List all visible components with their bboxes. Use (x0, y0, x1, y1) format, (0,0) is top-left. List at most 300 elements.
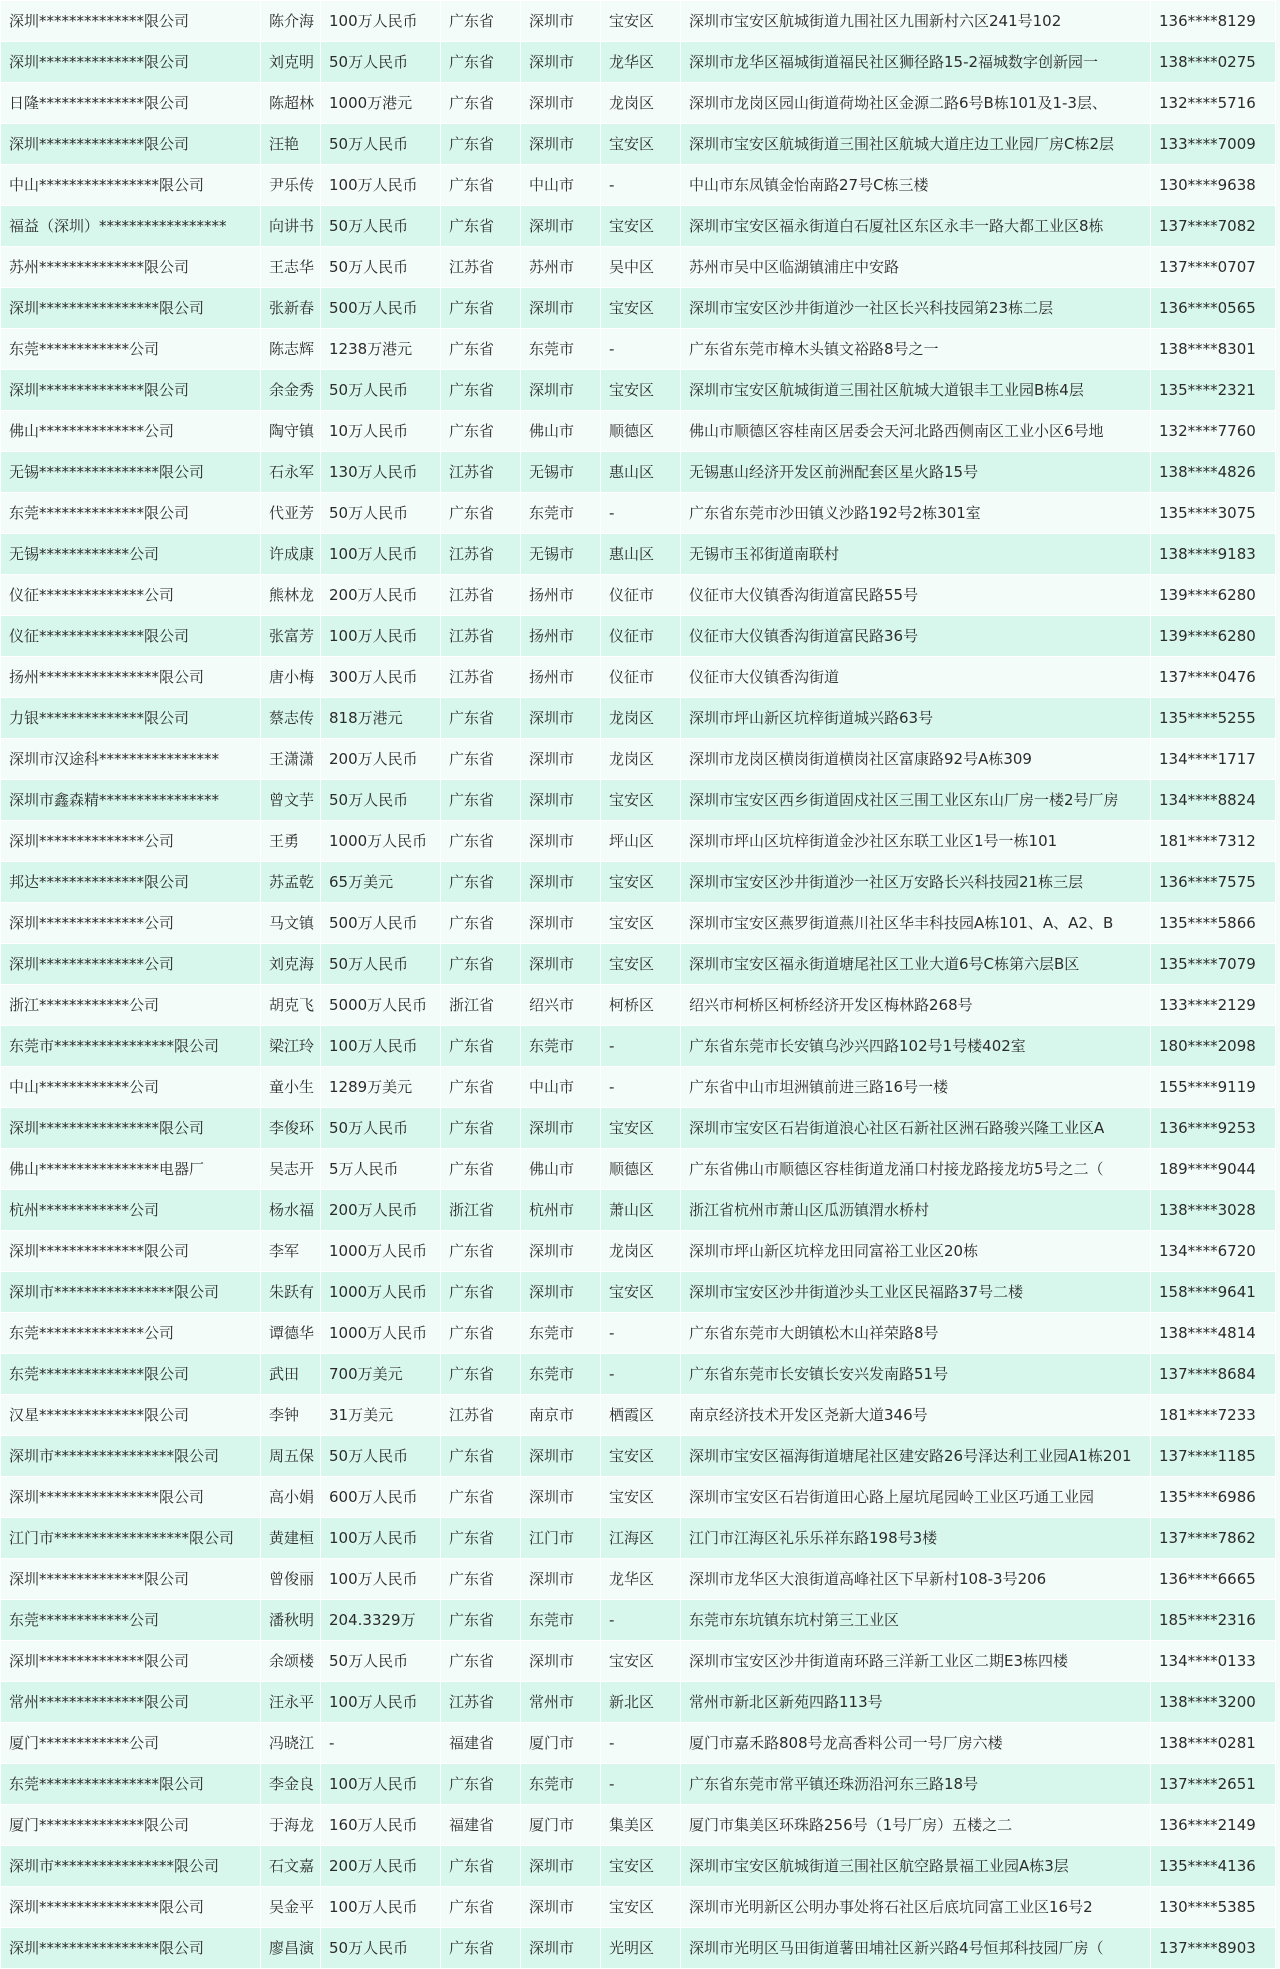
address-cell: 深圳市宝安区沙井街道南环路三洋新工业区二期E3栋四楼 (681, 1641, 1151, 1682)
city-cell: 深圳市 (521, 821, 601, 862)
phone-cell: 136****0565 (1151, 288, 1276, 329)
address-cell: 中山市东凤镇金怡南路27号C栋三楼 (681, 165, 1151, 206)
city-cell: 深圳市 (521, 1, 601, 42)
company-name-cell: 深圳****************限公司 (1, 1928, 261, 1969)
registered-capital-cell: 1000万人民币 (321, 1272, 441, 1313)
legal-person-cell: 汪永平 (261, 1682, 321, 1723)
province-cell: 广东省 (441, 1354, 521, 1395)
registered-capital-cell: 1000万人民币 (321, 1313, 441, 1354)
legal-person-cell: 潘秋明 (261, 1600, 321, 1641)
city-cell: 深圳市 (521, 42, 601, 83)
province-cell: 浙江省 (441, 985, 521, 1026)
table-row (1, 657, 1276, 698)
address-cell: 江门市江海区礼乐乐祥东路198号3楼 (681, 1518, 1151, 1559)
district-cell: - (601, 1764, 681, 1805)
table-row (1, 616, 1276, 657)
district-cell: 宝安区 (601, 1272, 681, 1313)
company-name-cell: 深圳**************限公司 (1, 1, 261, 42)
company-name-cell: 深圳****************限公司 (1, 1477, 261, 1518)
legal-person-cell: 刘克明 (261, 42, 321, 83)
registered-capital-cell: 50万人民币 (321, 1108, 441, 1149)
legal-person-cell: 高小娟 (261, 1477, 321, 1518)
phone-cell: 139****6280 (1151, 575, 1276, 616)
registered-capital-cell: 100万人民币 (321, 1026, 441, 1067)
legal-person-cell: 冯晓江 (261, 1723, 321, 1764)
table-row (1, 821, 1276, 862)
district-cell: - (601, 329, 681, 370)
table-row (1, 1395, 1276, 1436)
address-cell: 深圳市宝安区沙井街道沙一社区长兴科技园第23栋二层 (681, 288, 1151, 329)
phone-cell: 180****2098 (1151, 1026, 1276, 1067)
address-cell: 深圳市宝安区航城街道三围社区航空路景福工业园A栋3层 (681, 1846, 1151, 1887)
legal-person-cell: 李钟 (261, 1395, 321, 1436)
address-cell: 深圳市龙岗区园山街道荷坳社区金源二路6号B栋101及1-3层、 (681, 83, 1151, 124)
registered-capital-cell: 204.3329万 (321, 1600, 441, 1641)
city-cell: 深圳市 (521, 1108, 601, 1149)
address-cell: 广东省佛山市顺德区容桂街道龙涌口村接龙路接龙坊5号之二（ (681, 1149, 1151, 1190)
address-cell: 广东省东莞市大朗镇松木山祥荣路8号 (681, 1313, 1151, 1354)
company-name-cell: 深圳**************限公司 (1, 1641, 261, 1682)
city-cell: 深圳市 (521, 1436, 601, 1477)
table-row (1, 370, 1276, 411)
city-cell: 深圳市 (521, 1846, 601, 1887)
phone-cell: 134****6720 (1151, 1231, 1276, 1272)
district-cell: 龙华区 (601, 42, 681, 83)
company-name-cell: 无锡************公司 (1, 534, 261, 575)
province-cell: 广东省 (441, 1, 521, 42)
company-name-cell: 深圳**************限公司 (1, 42, 261, 83)
company-name-cell: 仪征**************公司 (1, 575, 261, 616)
phone-cell: 135****5866 (1151, 903, 1276, 944)
address-cell: 厦门市集美区环珠路256号（1号厂房）五楼之二 (681, 1805, 1151, 1846)
city-cell: 佛山市 (521, 1149, 601, 1190)
city-cell: 东莞市 (521, 493, 601, 534)
phone-cell: 132****5716 (1151, 83, 1276, 124)
province-cell: 广东省 (441, 944, 521, 985)
district-cell: 光明区 (601, 1928, 681, 1969)
table-row (1, 1354, 1276, 1395)
legal-person-cell: 谭德华 (261, 1313, 321, 1354)
city-cell: 无锡市 (521, 534, 601, 575)
district-cell: 宝安区 (601, 1, 681, 42)
registered-capital-cell: 100万人民币 (321, 1518, 441, 1559)
phone-cell: 138****9183 (1151, 534, 1276, 575)
company-name-cell: 深圳**************限公司 (1, 370, 261, 411)
city-cell: 无锡市 (521, 452, 601, 493)
company-name-cell: 日隆**************限公司 (1, 83, 261, 124)
district-cell: 柯桥区 (601, 985, 681, 1026)
district-cell: - (601, 1723, 681, 1764)
address-cell: 仪征市大仪镇香沟街道 (681, 657, 1151, 698)
table-row (1, 780, 1276, 821)
province-cell: 浙江省 (441, 1190, 521, 1231)
address-cell: 东莞市东坑镇东坑村第三工业区 (681, 1600, 1151, 1641)
city-cell: 深圳市 (521, 1928, 601, 1969)
district-cell: 宝安区 (601, 1477, 681, 1518)
city-cell: 深圳市 (521, 288, 601, 329)
company-name-cell: 东莞****************限公司 (1, 1764, 261, 1805)
district-cell: 宝安区 (601, 1641, 681, 1682)
table-row (1, 944, 1276, 985)
phone-cell: 137****0707 (1151, 247, 1276, 288)
phone-cell: 135****2321 (1151, 370, 1276, 411)
district-cell: 宝安区 (601, 1108, 681, 1149)
phone-cell: 136****9253 (1151, 1108, 1276, 1149)
registered-capital-cell: 50万人民币 (321, 1928, 441, 1969)
registered-capital-cell: 818万港元 (321, 698, 441, 739)
registered-capital-cell: 50万人民币 (321, 944, 441, 985)
province-cell: 广东省 (441, 1108, 521, 1149)
legal-person-cell: 胡克飞 (261, 985, 321, 1026)
province-cell: 广东省 (441, 1231, 521, 1272)
company-name-cell: 东莞**************公司 (1, 1313, 261, 1354)
phone-cell: 134****0133 (1151, 1641, 1276, 1682)
company-name-cell: 深圳**************限公司 (1, 1231, 261, 1272)
city-cell: 深圳市 (521, 739, 601, 780)
company-name-cell: 仪征**************限公司 (1, 616, 261, 657)
city-cell: 苏州市 (521, 247, 601, 288)
phone-cell: 155****9119 (1151, 1067, 1276, 1108)
province-cell: 广东省 (441, 1149, 521, 1190)
province-cell: 广东省 (441, 1559, 521, 1600)
phone-cell: 135****7079 (1151, 944, 1276, 985)
city-cell: 厦门市 (521, 1723, 601, 1764)
district-cell: 江海区 (601, 1518, 681, 1559)
phone-cell: 136****8129 (1151, 1, 1276, 42)
phone-cell: 136****7575 (1151, 862, 1276, 903)
province-cell: 福建省 (441, 1723, 521, 1764)
table-row (1, 288, 1276, 329)
table-row (1, 1764, 1276, 1805)
registered-capital-cell: 500万人民币 (321, 903, 441, 944)
address-cell: 深圳市宝安区福海街道塘尾社区建安路26号泽达利工业园A1栋201 (681, 1436, 1151, 1477)
table-row (1, 1190, 1276, 1231)
legal-person-cell: 苏孟乾 (261, 862, 321, 903)
legal-person-cell: 陈介海 (261, 1, 321, 42)
phone-cell: 135****4136 (1151, 1846, 1276, 1887)
legal-person-cell: 余金秀 (261, 370, 321, 411)
legal-person-cell: 唐小梅 (261, 657, 321, 698)
phone-cell: 139****6280 (1151, 616, 1276, 657)
phone-cell: 135****6986 (1151, 1477, 1276, 1518)
table-row (1, 1026, 1276, 1067)
city-cell: 常州市 (521, 1682, 601, 1723)
district-cell: 萧山区 (601, 1190, 681, 1231)
district-cell: 栖霞区 (601, 1395, 681, 1436)
legal-person-cell: 童小生 (261, 1067, 321, 1108)
address-cell: 广东省东莞市长安镇长安兴发南路51号 (681, 1354, 1151, 1395)
registered-capital-cell: 1000万人民币 (321, 821, 441, 862)
legal-person-cell: 陶守镇 (261, 411, 321, 452)
phone-cell: 138****3200 (1151, 1682, 1276, 1723)
registered-capital-cell: 100万人民币 (321, 1887, 441, 1928)
registered-capital-cell: 31万美元 (321, 1395, 441, 1436)
district-cell: 顺德区 (601, 411, 681, 452)
address-cell: 深圳市坪山新区坑梓街道城兴路63号 (681, 698, 1151, 739)
address-cell: 深圳市龙华区大浪街道高峰社区下早新村108-3号206 (681, 1559, 1151, 1600)
address-cell: 深圳市宝安区福永街道白石厦社区东区永丰一路大都工业区8栋 (681, 206, 1151, 247)
address-cell: 仪征市大仪镇香沟街道富民路55号 (681, 575, 1151, 616)
table-row (1, 1846, 1276, 1887)
legal-person-cell: 汪艳 (261, 124, 321, 165)
legal-person-cell: 王潇潇 (261, 739, 321, 780)
city-cell: 东莞市 (521, 1764, 601, 1805)
registered-capital-cell: 50万人民币 (321, 1436, 441, 1477)
company-name-cell: 深圳市汉途科**************** (1, 739, 261, 780)
registered-capital-cell: 5000万人民币 (321, 985, 441, 1026)
registered-capital-cell: 200万人民币 (321, 575, 441, 616)
phone-cell: 135****3075 (1151, 493, 1276, 534)
province-cell: 福建省 (441, 1805, 521, 1846)
address-cell: 深圳市坪山区坑梓街道金沙社区东联工业区1号一栋101 (681, 821, 1151, 862)
phone-cell: 134****1717 (1151, 739, 1276, 780)
city-cell: 东莞市 (521, 1600, 601, 1641)
company-name-cell: 汉星**************限公司 (1, 1395, 261, 1436)
table-row (1, 575, 1276, 616)
registered-capital-cell: 100万人民币 (321, 165, 441, 206)
district-cell: - (601, 1600, 681, 1641)
province-cell: 广东省 (441, 1518, 521, 1559)
city-cell: 深圳市 (521, 1641, 601, 1682)
registered-capital-cell: 50万人民币 (321, 1641, 441, 1682)
province-cell: 江苏省 (441, 1395, 521, 1436)
address-cell: 无锡市玉祁街道南联村 (681, 534, 1151, 575)
company-name-cell: 深圳**************公司 (1, 944, 261, 985)
legal-person-cell: 黄建桓 (261, 1518, 321, 1559)
company-name-cell: 东莞**************限公司 (1, 1354, 261, 1395)
district-cell: 龙岗区 (601, 83, 681, 124)
province-cell: 广东省 (441, 821, 521, 862)
province-cell: 广东省 (441, 903, 521, 944)
registered-capital-cell: 50万人民币 (321, 206, 441, 247)
district-cell: - (601, 1313, 681, 1354)
province-cell: 广东省 (441, 1846, 521, 1887)
registered-capital-cell: 160万人民币 (321, 1805, 441, 1846)
address-cell: 深圳市宝安区福永街道塘尾社区工业大道6号C栋第六层B区 (681, 944, 1151, 985)
phone-cell: 137****2651 (1151, 1764, 1276, 1805)
registered-capital-cell: 100万人民币 (321, 1682, 441, 1723)
phone-cell: 189****9044 (1151, 1149, 1276, 1190)
company-name-cell: 深圳**************限公司 (1, 1559, 261, 1600)
phone-cell: 133****2129 (1151, 985, 1276, 1026)
company-name-cell: 苏州**************限公司 (1, 247, 261, 288)
city-cell: 深圳市 (521, 780, 601, 821)
company-name-cell: 深圳市鑫森精**************** (1, 780, 261, 821)
address-cell: 绍兴市柯桥区柯桥经济开发区梅林路268号 (681, 985, 1151, 1026)
table-row (1, 1149, 1276, 1190)
province-cell: 广东省 (441, 288, 521, 329)
city-cell: 深圳市 (521, 698, 601, 739)
province-cell: 广东省 (441, 1928, 521, 1969)
company-name-cell: 厦门**************限公司 (1, 1805, 261, 1846)
address-cell: 深圳市宝安区沙井街道沙头工业区民福路37号二楼 (681, 1272, 1151, 1313)
city-cell: 扬州市 (521, 575, 601, 616)
province-cell: 广东省 (441, 1887, 521, 1928)
address-cell: 深圳市宝安区沙井街道沙一社区万安路长兴科技园21栋三层 (681, 862, 1151, 903)
address-cell: 仪征市大仪镇香沟街道富民路36号 (681, 616, 1151, 657)
address-cell: 常州市新北区新苑四路113号 (681, 1682, 1151, 1723)
address-cell: 深圳市宝安区石岩街道田心路上屋坑尾园岭工业区巧通工业园 (681, 1477, 1151, 1518)
city-cell: 深圳市 (521, 1887, 601, 1928)
address-cell: 无锡惠山经济开发区前洲配套区星火路15号 (681, 452, 1151, 493)
city-cell: 中山市 (521, 165, 601, 206)
table-row (1, 1231, 1276, 1272)
legal-person-cell: 刘克海 (261, 944, 321, 985)
company-name-cell: 厦门************公司 (1, 1723, 261, 1764)
registered-capital-cell: 50万人民币 (321, 370, 441, 411)
province-cell: 江苏省 (441, 534, 521, 575)
district-cell: 顺德区 (601, 1149, 681, 1190)
phone-cell: 181****7233 (1151, 1395, 1276, 1436)
province-cell: 广东省 (441, 83, 521, 124)
province-cell: 广东省 (441, 1067, 521, 1108)
legal-person-cell: 余颂楼 (261, 1641, 321, 1682)
address-cell: 深圳市宝安区航城街道九围社区九围新村六区241号102 (681, 1, 1151, 42)
company-name-cell: 杭州************公司 (1, 1190, 261, 1231)
company-name-cell: 东莞************公司 (1, 329, 261, 370)
phone-cell: 133****7009 (1151, 124, 1276, 165)
table-row (1, 1559, 1276, 1600)
registered-capital-cell: 200万人民币 (321, 1846, 441, 1887)
registered-capital-cell: 1000万港元 (321, 83, 441, 124)
address-cell: 广东省中山市坦洲镇前进三路16号一楼 (681, 1067, 1151, 1108)
registered-capital-cell: 200万人民币 (321, 1190, 441, 1231)
city-cell: 深圳市 (521, 83, 601, 124)
legal-person-cell: 张富芳 (261, 616, 321, 657)
registered-capital-cell: 100万人民币 (321, 534, 441, 575)
address-cell: 厦门市嘉禾路808号龙高香料公司一号厂房六楼 (681, 1723, 1151, 1764)
legal-person-cell: 李金良 (261, 1764, 321, 1805)
city-cell: 深圳市 (521, 124, 601, 165)
legal-person-cell: 朱跃有 (261, 1272, 321, 1313)
city-cell: 深圳市 (521, 944, 601, 985)
registered-capital-cell: 50万人民币 (321, 780, 441, 821)
table-row (1, 1477, 1276, 1518)
company-name-cell: 佛山**************公司 (1, 411, 261, 452)
district-cell: 惠山区 (601, 534, 681, 575)
address-cell: 深圳市光明区马田街道薯田埔社区新兴路4号恒邦科技园厂房（ (681, 1928, 1151, 1969)
legal-person-cell: 梁江玲 (261, 1026, 321, 1067)
table-row (1, 206, 1276, 247)
legal-person-cell: 王勇 (261, 821, 321, 862)
phone-cell: 185****2316 (1151, 1600, 1276, 1641)
table-row (1, 329, 1276, 370)
legal-person-cell: 吴金平 (261, 1887, 321, 1928)
registered-capital-cell: 600万人民币 (321, 1477, 441, 1518)
phone-cell: 138****3028 (1151, 1190, 1276, 1231)
table-row (1, 411, 1276, 452)
company-name-cell: 深圳****************限公司 (1, 1887, 261, 1928)
registered-capital-cell: 100万人民币 (321, 1764, 441, 1805)
phone-cell: 158****9641 (1151, 1272, 1276, 1313)
province-cell: 江苏省 (441, 452, 521, 493)
district-cell: 宝安区 (601, 780, 681, 821)
address-cell: 深圳市宝安区航城街道三围社区航城大道庄边工业园厂房C栋2层 (681, 124, 1151, 165)
company-name-cell: 常州**************限公司 (1, 1682, 261, 1723)
phone-cell: 137****1185 (1151, 1436, 1276, 1477)
province-cell: 广东省 (441, 739, 521, 780)
district-cell: - (601, 1354, 681, 1395)
registered-capital-cell: 500万人民币 (321, 288, 441, 329)
phone-cell: 137****8903 (1151, 1928, 1276, 1969)
table-row (1, 42, 1276, 83)
district-cell: - (601, 493, 681, 534)
legal-person-cell: 曾文芋 (261, 780, 321, 821)
address-cell: 南京经济技术开发区尧新大道346号 (681, 1395, 1151, 1436)
province-cell: 江苏省 (441, 616, 521, 657)
company-name-cell: 深圳市****************限公司 (1, 1436, 261, 1477)
city-cell: 东莞市 (521, 1313, 601, 1354)
company-name-cell: 深圳市****************限公司 (1, 1272, 261, 1313)
city-cell: 深圳市 (521, 1477, 601, 1518)
province-cell: 江苏省 (441, 575, 521, 616)
district-cell: 仪征市 (601, 616, 681, 657)
province-cell: 广东省 (441, 1313, 521, 1354)
legal-person-cell: 张新春 (261, 288, 321, 329)
legal-person-cell: 陈超林 (261, 83, 321, 124)
district-cell: 宝安区 (601, 1887, 681, 1928)
phone-cell: 134****8824 (1151, 780, 1276, 821)
province-cell: 广东省 (441, 1641, 521, 1682)
phone-cell: 137****0476 (1151, 657, 1276, 698)
legal-person-cell: 廖昌演 (261, 1928, 321, 1969)
city-cell: 绍兴市 (521, 985, 601, 1026)
registered-capital-cell: 50万人民币 (321, 42, 441, 83)
province-cell: 广东省 (441, 124, 521, 165)
district-cell: 新北区 (601, 1682, 681, 1723)
district-cell: 宝安区 (601, 1436, 681, 1477)
table-row (1, 1682, 1276, 1723)
registered-capital-cell: 10万人民币 (321, 411, 441, 452)
address-cell: 深圳市坪山新区坑梓龙田同富裕工业区20栋 (681, 1231, 1151, 1272)
table-row (1, 124, 1276, 165)
registered-capital-cell: 100万人民币 (321, 1559, 441, 1600)
legal-person-cell: 武田 (261, 1354, 321, 1395)
city-cell: 厦门市 (521, 1805, 601, 1846)
district-cell: 吴中区 (601, 247, 681, 288)
company-name-cell: 无锡****************限公司 (1, 452, 261, 493)
table-row (1, 452, 1276, 493)
city-cell: 深圳市 (521, 1272, 601, 1313)
province-cell: 广东省 (441, 1477, 521, 1518)
phone-cell: 138****4826 (1151, 452, 1276, 493)
company-name-cell: 扬州****************限公司 (1, 657, 261, 698)
legal-person-cell: 杨水福 (261, 1190, 321, 1231)
company-name-cell: 深圳**************公司 (1, 821, 261, 862)
address-cell: 深圳市龙华区福城街道福民社区狮径路15-2福城数字创新园一 (681, 42, 1151, 83)
city-cell: 中山市 (521, 1067, 601, 1108)
city-cell: 深圳市 (521, 903, 601, 944)
district-cell: - (601, 165, 681, 206)
table-row (1, 493, 1276, 534)
district-cell: 仪征市 (601, 575, 681, 616)
company-name-cell: 深圳****************限公司 (1, 1108, 261, 1149)
province-cell: 江苏省 (441, 657, 521, 698)
table-row (1, 1600, 1276, 1641)
legal-person-cell: 尹乐传 (261, 165, 321, 206)
district-cell: 龙岗区 (601, 698, 681, 739)
table-row (1, 1928, 1276, 1969)
registered-capital-cell: 65万美元 (321, 862, 441, 903)
registered-capital-cell: 100万人民币 (321, 1, 441, 42)
registered-capital-cell: 1289万美元 (321, 1067, 441, 1108)
province-cell: 广东省 (441, 206, 521, 247)
province-cell: 广东省 (441, 42, 521, 83)
province-cell: 广东省 (441, 698, 521, 739)
district-cell: 龙岗区 (601, 1231, 681, 1272)
registered-capital-cell: 1238万港元 (321, 329, 441, 370)
table-row (1, 1313, 1276, 1354)
